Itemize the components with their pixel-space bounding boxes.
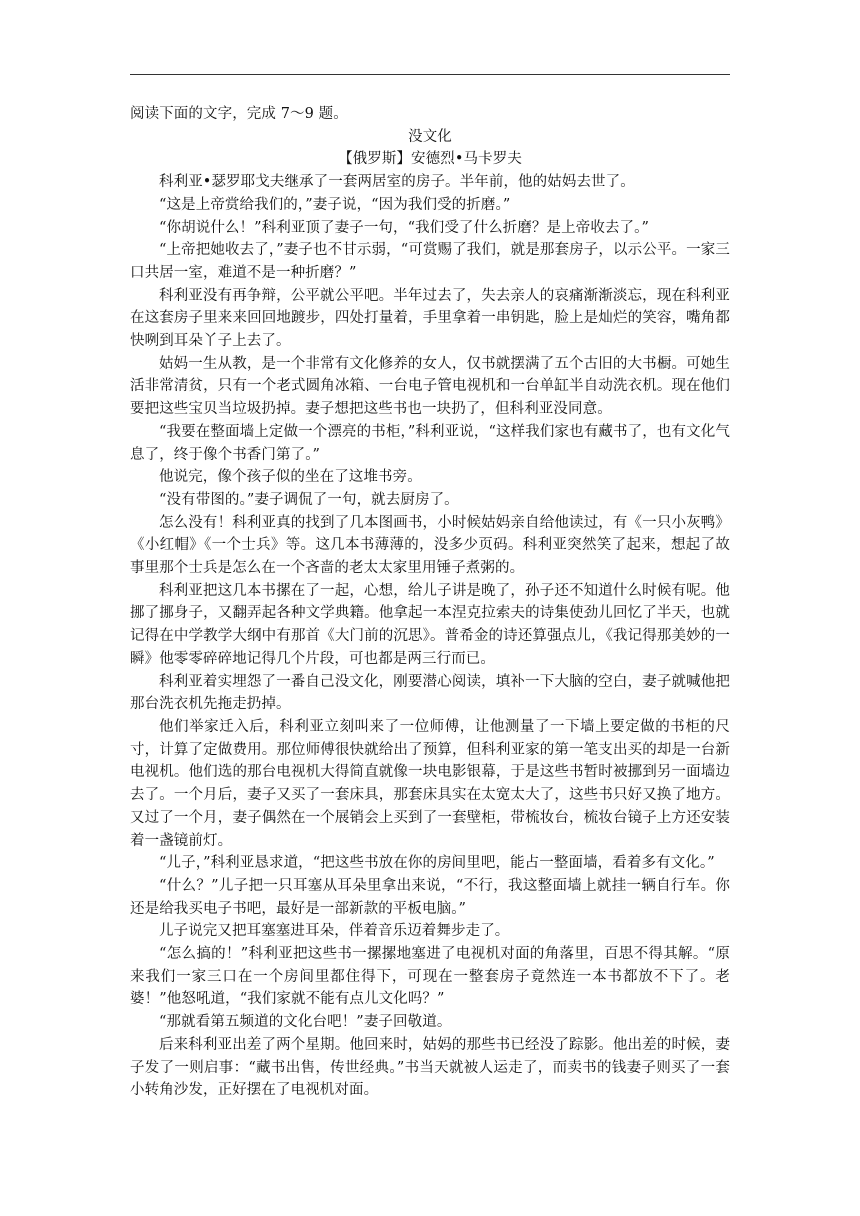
- article-title: 没文化: [408, 128, 452, 145]
- paragraph: 儿子说完又把耳塞塞进耳朵，伴着音乐迈着舞步走了。: [159, 923, 510, 940]
- paragraph: 后来科利亚出差了两个星期。他回来时，姑妈的那些书已经没了踪影。他出差的时候，妻子发了一则启事：“藏书出售，传世经典。”书当天就被人运走了，而卖书的钱妻子则买了一套小转角沙发，正好摆在了电视机对面。: [130, 1036, 730, 1099]
- paragraph: 姑妈一生从教，是一个非常有文化修养的女人，仅书就摆满了五个古旧的大书橱。可她生活非常清贫，只有一个老式圆角冰箱、一台电子管电视机和一台单缸半自动洗衣机。现在他们要把这些宝贝当垃圾扔掉。妻子想把这些书也一块扔了，但科利亚没同意。: [130, 355, 730, 418]
- paragraph: “你胡说什么！”科利亚顶了妻子一句，“我们受了什么折磨？是上帝收去了。”: [159, 219, 649, 236]
- paragraph: “儿子，”科利亚恳求道，“把这些书放在你的房间里吧，能占一整面墙，看着多有文化。”: [159, 855, 715, 872]
- paragraph: “没有带图的。”妻子调侃了一句，就去厨房了。: [159, 491, 459, 508]
- paragraph: “这是上帝赏给我们的，”妻子说，“因为我们受的折磨。”: [159, 196, 511, 213]
- paragraph: 科利亚没有再争辩，公平就公平吧。半年过去了，失去亲人的哀痛渐渐淡忘，现在科利亚在这套房子里来来回回地踱步，四处打量着，手里拿着一串钥匙，脸上是灿烂的笑容，嘴角都快咧到耳朵丫子上去了。: [130, 287, 730, 350]
- paragraph: 怎么没有！科利亚真的找到了几本图画书，小时候姑妈亲自给他读过，有《一只小灰鸭》《小红帽》《一个士兵》等。这几本书薄薄的，没多少页码。科利亚突然笑了起来，想起了故事里那个士兵是怎么在一个吝啬的老太太家里用锤子煮粥的。: [130, 514, 730, 577]
- paragraph: 科利亚把这几本书摞在了一起，心想，给儿子讲是晚了，孙子还不知道什么时候有呢。他挪了挪身子，又翻弄起各种文学典籍。他拿起一本涅克拉索夫的诗集使劲儿回忆了半天，也就记得在中学教学大纲中有那首《大门前的沉思》。普希金的诗还算强点儿，《我记得那美妙的一瞬》他零零碎碎地记得几个片段，可也都是两三行而已。: [130, 582, 730, 667]
- paragraph: 科利亚•瑟罗耶戈夫继承了一套两居室的房子。半年前，他的姑妈去世了。: [159, 174, 635, 191]
- article-author: 【俄罗斯】安德烈•马卡罗夫: [338, 151, 522, 168]
- paragraph: “什么？”儿子把一只耳塞从耳朵里拿出来说，“不行，我这整面墙上就挂一辆自行车。你还是给我买电子书吧，最好是一部新款的平板电脑。”: [130, 877, 730, 917]
- paragraph: “怎么搞的！”科利亚把这些书一摞摞地塞进了电视机对面的角落里，百思不得其解。“原来我们一家三口在一个房间里都住得下，可现在一整套房子竟然连一本书都放不下了。老婆！”他怒吼道，“我们家就不能有点儿文化吗？”: [130, 946, 730, 1008]
- paragraph: “我要在整面墙上定做一个漂亮的书柜，”科利亚说，“这样我们家也有藏书了，也有文化气息了，终于像个书香门第了。”: [130, 423, 730, 463]
- header-rule: [130, 74, 730, 75]
- paragraph: 科利亚着实埋怨了一番自己没文化，刚要潜心阅读，填补一下大脑的空白，妻子就喊他把那台洗衣机先拖走扔掉。: [130, 673, 730, 713]
- paragraph: “上帝把她收去了，”妻子也不甘示弱，“可赏赐了我们，就是那套房子，以示公平。一家三口共居一室，难道不是一种折磨？”: [130, 242, 730, 281]
- article: [130, 103, 730, 1102]
- reading-instruction: 阅读下面的文字，完成 7～9 题。: [130, 106, 348, 122]
- paragraph: 他们举家迁入后，科利亚立刻叫来了一位师傅，让他测量了一下墙上要定做的书柜的尺寸，计算了定做费用。那位师傅很快就给出了预算，但科利亚家的第一笔支出买的却是一台新电视机。他们选的那台电视机大得简直就像一块电影银幕，于是这些书暂时被挪到另一面墙边去了。一个月后，妻子又买了一套床具，那套床具实在太宽太大了，这些书只好又换了地方。又过了一个月，妻子偶然在一个展销会上买到了一套壁柜，带梳妆台，梳妆台镜子上方还安装着一盏镜前灯。: [130, 718, 730, 849]
- paragraph: “那就看第五频道的文化台吧！”妻子回敬道。: [159, 1014, 452, 1031]
- paragraph: 他说完，像个孩子似的坐在了这堆书旁。: [159, 469, 422, 486]
